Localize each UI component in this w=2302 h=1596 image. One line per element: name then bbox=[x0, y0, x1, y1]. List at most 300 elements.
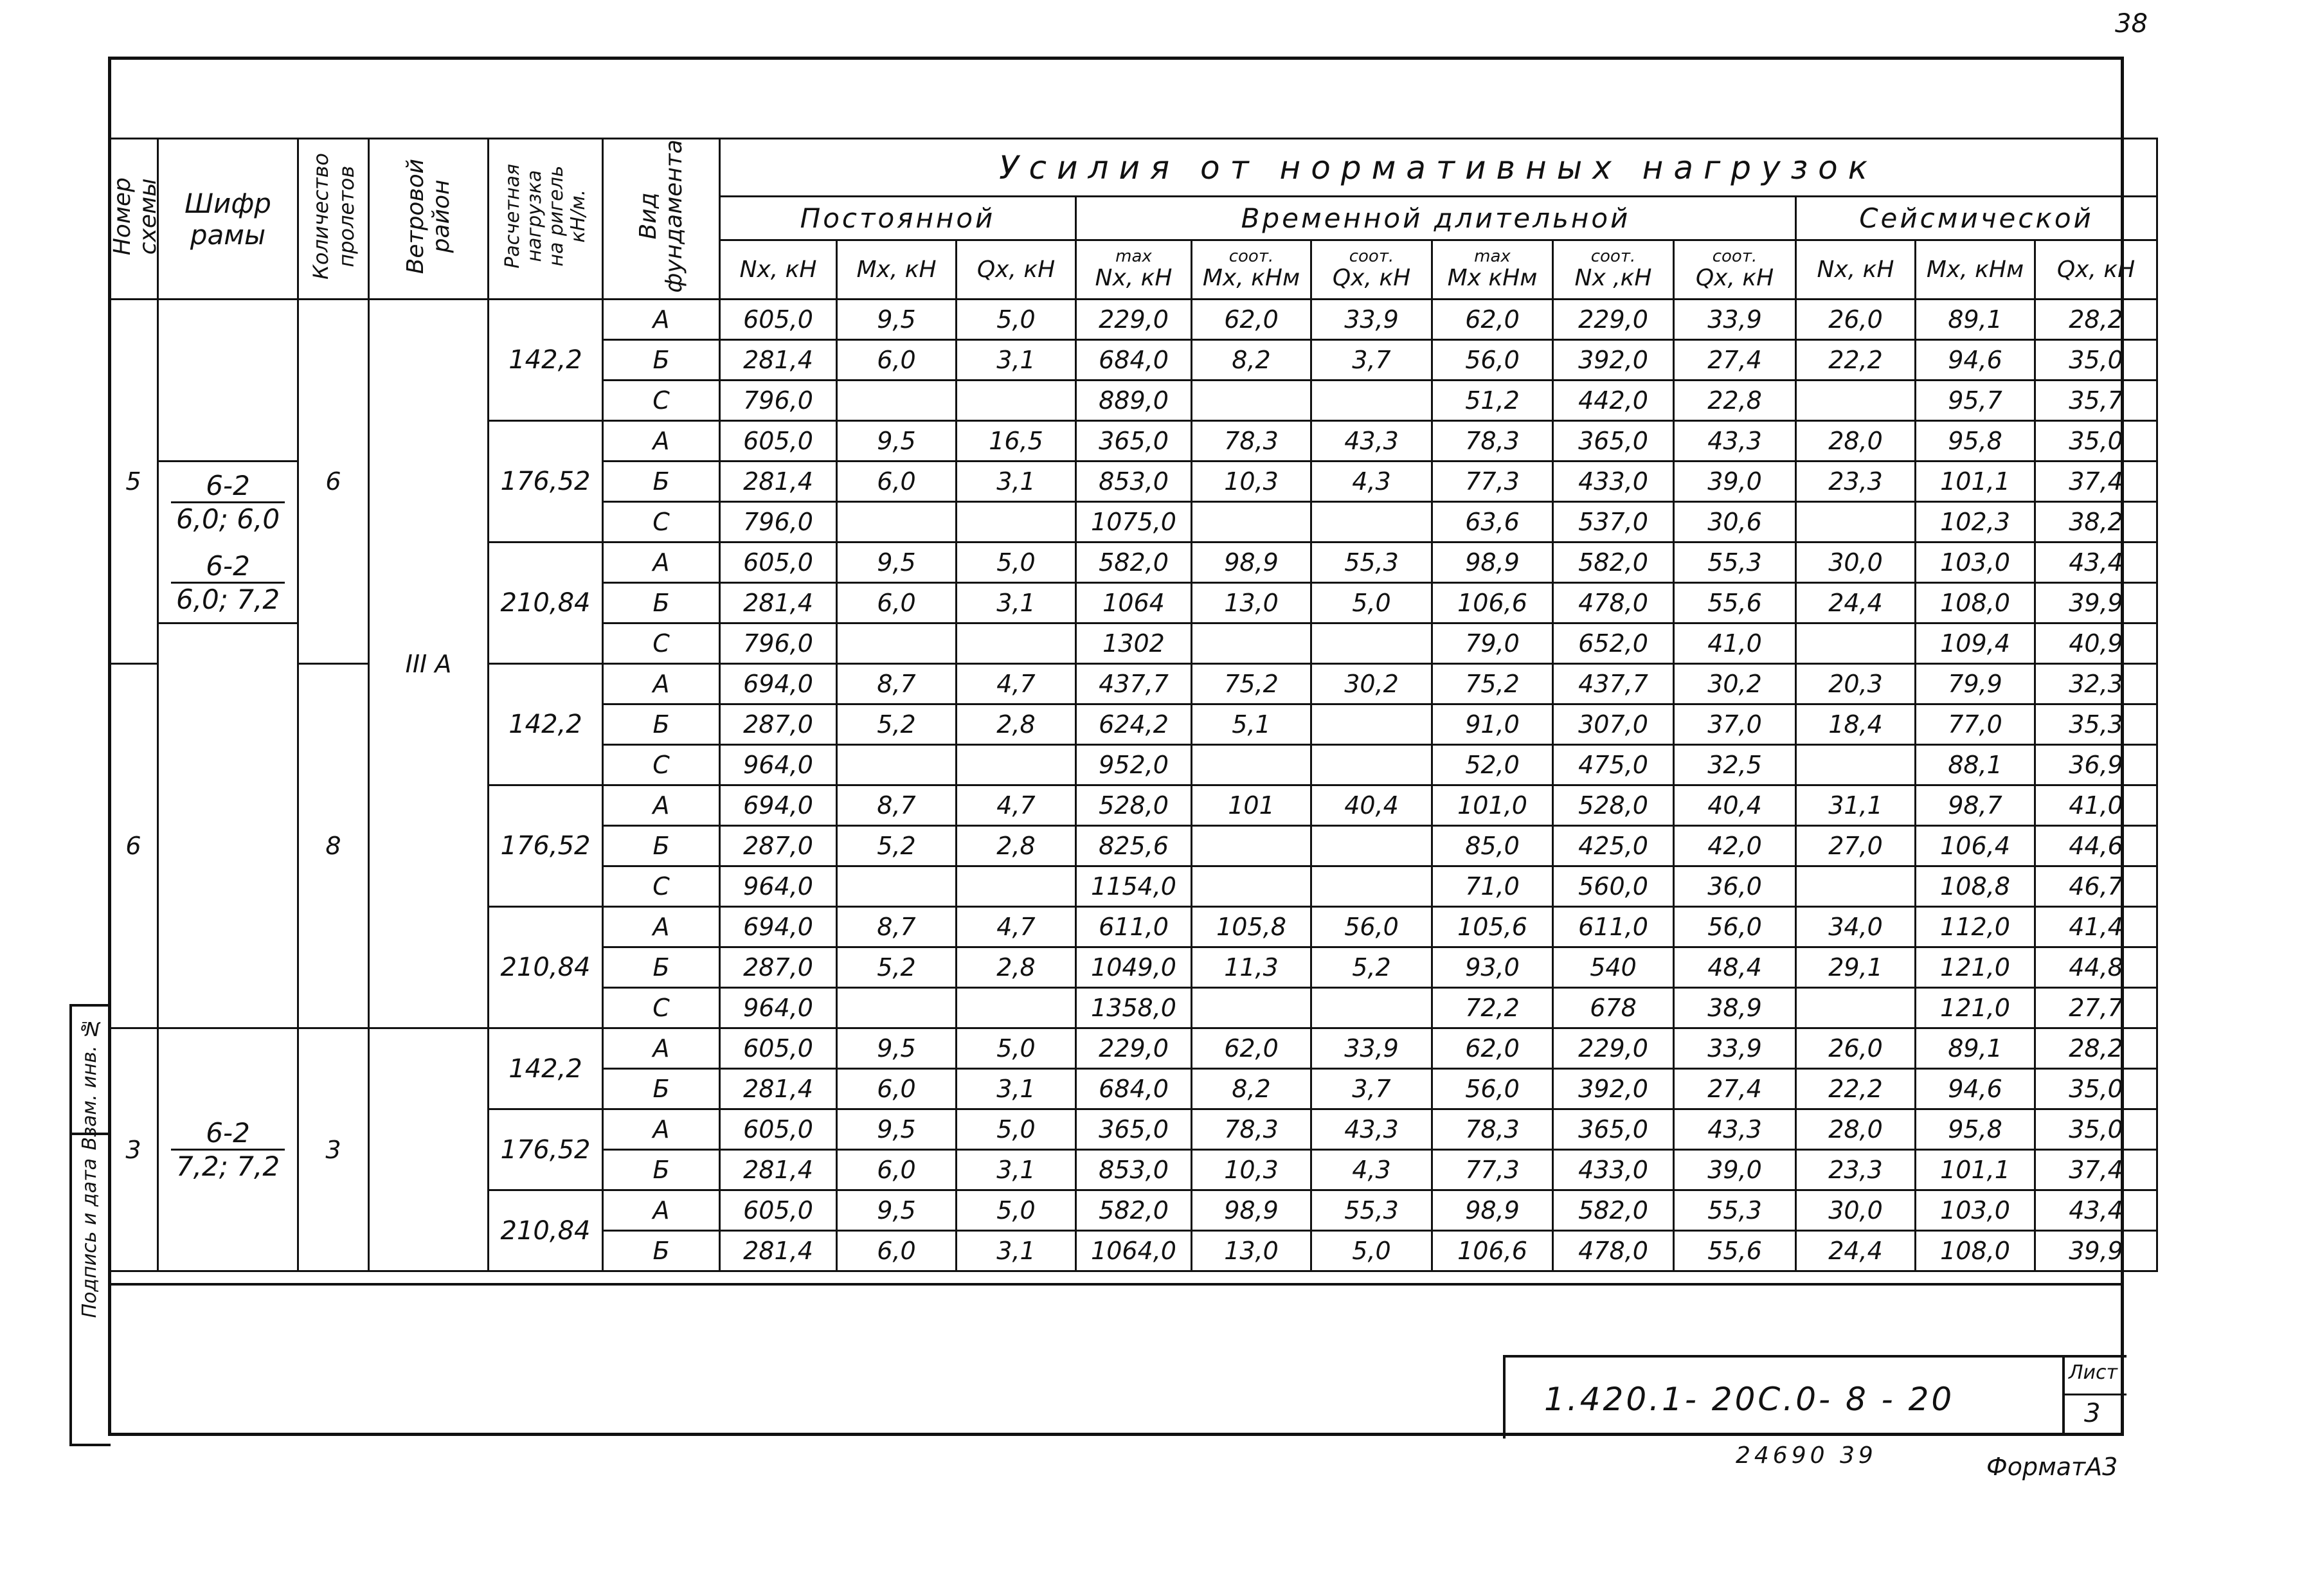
value-cell bbox=[957, 502, 1076, 542]
value-cell: 825,6 bbox=[1076, 826, 1192, 866]
value-cell: 94,6 bbox=[1916, 1069, 2035, 1109]
value-cell: 4,3 bbox=[1311, 1150, 1432, 1190]
value-cell: 28,0 bbox=[1796, 421, 1916, 462]
value-cell: 22,8 bbox=[1674, 381, 1796, 421]
value-cell: 55,3 bbox=[1674, 542, 1796, 583]
value-cell: 624,2 bbox=[1076, 704, 1192, 745]
table-row bbox=[109, 300, 2157, 340]
value-cell: 52,0 bbox=[1432, 745, 1553, 785]
value-cell: 5,0 bbox=[957, 1109, 1076, 1150]
value-cell: 62,0 bbox=[1432, 300, 1553, 340]
value-cell bbox=[1192, 866, 1311, 907]
value-cell: 952,0 bbox=[1076, 745, 1192, 785]
foundation-type: С bbox=[603, 745, 720, 785]
value-cell: 43,3 bbox=[1674, 421, 1796, 462]
value-cell: 3,1 bbox=[957, 1150, 1076, 1190]
value-cell: 1358,0 bbox=[1076, 988, 1192, 1028]
value-cell: 43,4 bbox=[2035, 1190, 2157, 1231]
span-count: 6 bbox=[298, 300, 369, 664]
value-cell: 51,2 bbox=[1432, 381, 1553, 421]
value-cell: 5,0 bbox=[957, 300, 1076, 340]
value-cell: 71,0 bbox=[1432, 866, 1553, 907]
sheet-box bbox=[2062, 1358, 2127, 1436]
value-cell: 27,0 bbox=[1796, 826, 1916, 866]
value-cell: 77,0 bbox=[1916, 704, 2035, 745]
value-cell bbox=[837, 866, 957, 907]
value-cell: 78,3 bbox=[1432, 421, 1553, 462]
value-cell: 8,7 bbox=[837, 785, 957, 826]
value-cell: 582,0 bbox=[1076, 542, 1192, 583]
page-number: 38 bbox=[2115, 9, 2148, 39]
value-cell: 478,0 bbox=[1553, 1231, 1674, 1271]
value-cell: 5,0 bbox=[957, 542, 1076, 583]
value-cell: 89,1 bbox=[1916, 300, 2035, 340]
value-cell: 108,0 bbox=[1916, 1231, 2035, 1271]
value-cell: 101 bbox=[1192, 785, 1311, 826]
value-cell: 44,6 bbox=[2035, 826, 2157, 866]
value-cell: 62,0 bbox=[1192, 300, 1311, 340]
value-cell: 22,2 bbox=[1796, 340, 1916, 381]
value-cell: 41,0 bbox=[1674, 623, 1796, 664]
value-cell: 108,8 bbox=[1916, 866, 2035, 907]
value-cell: 1064 bbox=[1076, 583, 1192, 623]
value-cell: 964,0 bbox=[720, 745, 837, 785]
value-cell: 6,0 bbox=[837, 340, 957, 381]
value-cell: 9,5 bbox=[837, 421, 957, 462]
value-cell: 605,0 bbox=[720, 1109, 837, 1150]
foundation-type: А bbox=[603, 1028, 720, 1069]
value-cell: 36,0 bbox=[1674, 866, 1796, 907]
value-cell: 48,4 bbox=[1674, 947, 1796, 988]
value-cell: 652,0 bbox=[1553, 623, 1674, 664]
value-cell: 5,0 bbox=[1311, 583, 1432, 623]
value-cell: 103,0 bbox=[1916, 1190, 2035, 1231]
foundation-type: Б bbox=[603, 462, 720, 502]
foundation-type: А bbox=[603, 664, 720, 704]
value-cell: 307,0 bbox=[1553, 704, 1674, 745]
value-cell: 1302 bbox=[1076, 623, 1192, 664]
value-cell: 4,3 bbox=[1311, 462, 1432, 502]
value-cell bbox=[957, 866, 1076, 907]
value-cell: 41,0 bbox=[2035, 785, 2157, 826]
value-cell: 23,3 bbox=[1796, 1150, 1916, 1190]
value-cell bbox=[957, 623, 1076, 664]
value-cell: 4,7 bbox=[957, 907, 1076, 947]
value-cell: 13,0 bbox=[1192, 583, 1311, 623]
value-cell bbox=[1796, 988, 1916, 1028]
value-cell: 3,1 bbox=[957, 340, 1076, 381]
value-cell: 98,9 bbox=[1192, 1190, 1311, 1231]
value-cell: 85,0 bbox=[1432, 826, 1553, 866]
value-cell: 39,9 bbox=[2035, 583, 2157, 623]
value-cell: 33,9 bbox=[1311, 300, 1432, 340]
value-cell: 1154,0 bbox=[1076, 866, 1192, 907]
value-cell: 13,0 bbox=[1192, 1231, 1311, 1271]
header-wind: Ветровой район bbox=[369, 139, 489, 300]
value-cell: 540 bbox=[1553, 947, 1674, 988]
value-cell: 95,7 bbox=[1916, 381, 2035, 421]
value-cell: 40,4 bbox=[1674, 785, 1796, 826]
value-cell: 62,0 bbox=[1432, 1028, 1553, 1069]
value-cell: 853,0 bbox=[1076, 462, 1192, 502]
scheme-number: 6 bbox=[109, 664, 158, 1028]
blank-cell bbox=[369, 1028, 489, 1271]
header-load: Расчетная нагрузка на ригель кН/м. bbox=[489, 139, 603, 300]
value-cell: 3,1 bbox=[957, 583, 1076, 623]
value-cell: 605,0 bbox=[720, 542, 837, 583]
value-cell: 20,3 bbox=[1796, 664, 1916, 704]
frame-code: $\frac{6-2}{6,0; 7,2}$ bbox=[158, 542, 298, 623]
value-cell: 6,0 bbox=[837, 1150, 957, 1190]
forces-table bbox=[108, 138, 2158, 1272]
value-cell: 5,0 bbox=[1311, 1231, 1432, 1271]
value-cell: 3,1 bbox=[957, 462, 1076, 502]
value-cell bbox=[1311, 866, 1432, 907]
value-cell: 103,0 bbox=[1916, 542, 2035, 583]
sheet-number: 3 bbox=[2084, 1399, 2101, 1428]
value-cell: 365,0 bbox=[1553, 1109, 1674, 1150]
value-cell bbox=[1311, 381, 1432, 421]
value-cell: 442,0 bbox=[1553, 381, 1674, 421]
value-cell: 93,0 bbox=[1432, 947, 1553, 988]
value-cell: 56,0 bbox=[1432, 340, 1553, 381]
value-cell: 16,5 bbox=[957, 421, 1076, 462]
value-cell: 10,3 bbox=[1192, 1150, 1311, 1190]
value-cell: 108,0 bbox=[1916, 583, 2035, 623]
beam-load: 210,84 bbox=[489, 1190, 603, 1271]
value-cell: 605,0 bbox=[720, 421, 837, 462]
value-cell: 22,2 bbox=[1796, 1069, 1916, 1109]
value-cell: 37,4 bbox=[2035, 462, 2157, 502]
foundation-type: Б bbox=[603, 1150, 720, 1190]
value-cell: 106,6 bbox=[1432, 583, 1553, 623]
value-cell: 6,0 bbox=[837, 462, 957, 502]
value-cell: 31,1 bbox=[1796, 785, 1916, 826]
foundation-type: А bbox=[603, 542, 720, 583]
group-constant: Постоянной bbox=[720, 197, 1076, 240]
value-cell: 98,7 bbox=[1916, 785, 2035, 826]
value-cell: 38,9 bbox=[1674, 988, 1796, 1028]
value-cell: 72,2 bbox=[1432, 988, 1553, 1028]
value-cell: 78,3 bbox=[1192, 1109, 1311, 1150]
header-foundation: Вид фундамента bbox=[603, 139, 720, 300]
value-cell: 684,0 bbox=[1076, 340, 1192, 381]
value-cell: 79,0 bbox=[1432, 623, 1553, 664]
value-cell: 1049,0 bbox=[1076, 947, 1192, 988]
value-cell: 55,6 bbox=[1674, 1231, 1796, 1271]
value-cell: 8,2 bbox=[1192, 340, 1311, 381]
value-cell: 281,4 bbox=[720, 583, 837, 623]
value-cell: 10,3 bbox=[1192, 462, 1311, 502]
value-cell: 101,0 bbox=[1432, 785, 1553, 826]
beam-load: 142,2 bbox=[489, 300, 603, 421]
value-cell: 24,4 bbox=[1796, 1231, 1916, 1271]
value-cell: 62,0 bbox=[1192, 1028, 1311, 1069]
value-cell: 39,0 bbox=[1674, 1150, 1796, 1190]
foundation-type: А bbox=[603, 785, 720, 826]
value-cell: 18,4 bbox=[1796, 704, 1916, 745]
value-cell bbox=[1192, 745, 1311, 785]
value-cell: 37,0 bbox=[1674, 704, 1796, 745]
value-cell: 24,4 bbox=[1796, 583, 1916, 623]
value-cell: 77,3 bbox=[1432, 462, 1553, 502]
value-cell bbox=[1192, 988, 1311, 1028]
beam-load: 176,52 bbox=[489, 785, 603, 907]
value-cell: 528,0 bbox=[1553, 785, 1674, 826]
value-cell: 32,3 bbox=[2035, 664, 2157, 704]
value-cell: 56,0 bbox=[1674, 907, 1796, 947]
value-cell: 55,3 bbox=[1674, 1190, 1796, 1231]
value-cell: 44,8 bbox=[2035, 947, 2157, 988]
value-cell: 106,4 bbox=[1916, 826, 2035, 866]
value-cell: 63,6 bbox=[1432, 502, 1553, 542]
foundation-type: С bbox=[603, 988, 720, 1028]
value-cell: 29,1 bbox=[1796, 947, 1916, 988]
value-cell bbox=[957, 988, 1076, 1028]
value-cell: 5,0 bbox=[957, 1190, 1076, 1231]
value-cell bbox=[1311, 502, 1432, 542]
value-cell: 392,0 bbox=[1553, 340, 1674, 381]
foundation-type: А bbox=[603, 1109, 720, 1150]
blank-cell bbox=[158, 623, 298, 1028]
value-cell: 101,1 bbox=[1916, 1150, 2035, 1190]
value-cell bbox=[1796, 866, 1916, 907]
value-cell bbox=[1311, 826, 1432, 866]
group-seismic: Сейсмической bbox=[1796, 197, 2157, 240]
value-cell: 112,0 bbox=[1916, 907, 2035, 947]
value-cell: 26,0 bbox=[1796, 1028, 1916, 1069]
value-cell: 5,1 bbox=[1192, 704, 1311, 745]
subheader-7: соот. Nx ,кН bbox=[1553, 240, 1674, 300]
value-cell: 964,0 bbox=[720, 988, 837, 1028]
value-cell: 3,7 bbox=[1311, 340, 1432, 381]
value-cell: 796,0 bbox=[720, 381, 837, 421]
value-cell: 98,9 bbox=[1432, 1190, 1553, 1231]
subheader-3: max Nx, кН bbox=[1076, 240, 1192, 300]
beam-load: 142,2 bbox=[489, 664, 603, 785]
value-cell: 229,0 bbox=[1553, 1028, 1674, 1069]
span-count: 3 bbox=[298, 1028, 369, 1271]
value-cell: 229,0 bbox=[1553, 300, 1674, 340]
foundation-type: Б bbox=[603, 826, 720, 866]
value-cell bbox=[1796, 745, 1916, 785]
value-cell bbox=[837, 623, 957, 664]
scheme-number: 3 bbox=[109, 1028, 158, 1271]
value-cell: 433,0 bbox=[1553, 462, 1674, 502]
value-cell: 26,0 bbox=[1796, 300, 1916, 340]
header-scheme: Номер схемы bbox=[109, 139, 158, 300]
value-cell: 94,6 bbox=[1916, 340, 2035, 381]
value-cell: 6,0 bbox=[837, 1069, 957, 1109]
value-cell: 433,0 bbox=[1553, 1150, 1674, 1190]
value-cell: 105,6 bbox=[1432, 907, 1553, 947]
document-code: 1.420.1- 20С.0- 8 - 20 bbox=[1544, 1381, 1955, 1418]
frame-code: $\frac{6-2}{7,2; 7,2}$ bbox=[158, 1028, 298, 1271]
value-cell bbox=[1192, 381, 1311, 421]
value-cell: 35,0 bbox=[2035, 340, 2157, 381]
value-cell: 281,4 bbox=[720, 340, 837, 381]
value-cell: 98,9 bbox=[1432, 542, 1553, 583]
value-cell: 55,6 bbox=[1674, 583, 1796, 623]
value-cell: 478,0 bbox=[1553, 583, 1674, 623]
group-temporary: Временной длительной bbox=[1076, 197, 1796, 240]
value-cell bbox=[1796, 381, 1916, 421]
value-cell: 88,1 bbox=[1916, 745, 2035, 785]
value-cell: 43,3 bbox=[1311, 1109, 1432, 1150]
beam-load: 142,2 bbox=[489, 1028, 603, 1109]
value-cell: 605,0 bbox=[720, 1028, 837, 1069]
foundation-type: А bbox=[603, 421, 720, 462]
subheader-10: Mx, кНм bbox=[1916, 240, 2035, 300]
value-cell: 30,0 bbox=[1796, 542, 1916, 583]
value-cell: 3,1 bbox=[957, 1231, 1076, 1271]
value-cell: 964,0 bbox=[720, 866, 837, 907]
foundation-type: Б bbox=[603, 704, 720, 745]
value-cell: 28,2 bbox=[2035, 1028, 2157, 1069]
foundation-type: Б bbox=[603, 583, 720, 623]
value-cell: 8,2 bbox=[1192, 1069, 1311, 1109]
value-cell: 4,7 bbox=[957, 664, 1076, 704]
value-cell: 605,0 bbox=[720, 1190, 837, 1231]
value-cell: 1064,0 bbox=[1076, 1231, 1192, 1271]
value-cell: 91,0 bbox=[1432, 704, 1553, 745]
subheader-11: Qx, кН bbox=[2035, 240, 2157, 300]
foundation-type: А bbox=[603, 1190, 720, 1231]
value-cell: 365,0 bbox=[1553, 421, 1674, 462]
value-cell bbox=[957, 381, 1076, 421]
scheme-number: 5 bbox=[109, 300, 158, 664]
value-cell: 38,2 bbox=[2035, 502, 2157, 542]
subheader-4: соот. Mx, кНм bbox=[1192, 240, 1311, 300]
value-cell: 46,7 bbox=[2035, 866, 2157, 907]
value-cell: 79,9 bbox=[1916, 664, 2035, 704]
value-cell: 560,0 bbox=[1553, 866, 1674, 907]
value-cell: 678 bbox=[1553, 988, 1674, 1028]
value-cell: 11,3 bbox=[1192, 947, 1311, 988]
value-cell: 9,5 bbox=[837, 542, 957, 583]
value-cell: 39,0 bbox=[1674, 462, 1796, 502]
subheader-0: Nx, кН bbox=[720, 240, 837, 300]
strip-label-replacement: Взам. инв. № bbox=[78, 1017, 101, 1151]
value-cell: 33,9 bbox=[1311, 1028, 1432, 1069]
value-cell: 6,0 bbox=[837, 1231, 957, 1271]
value-cell: 56,0 bbox=[1432, 1069, 1553, 1109]
value-cell: 694,0 bbox=[720, 907, 837, 947]
table-row bbox=[109, 1028, 2157, 1069]
value-cell: 109,4 bbox=[1916, 623, 2035, 664]
foundation-type: С bbox=[603, 866, 720, 907]
value-cell: 27,7 bbox=[2035, 988, 2157, 1028]
value-cell: 287,0 bbox=[720, 704, 837, 745]
title-block bbox=[1503, 1355, 2127, 1439]
span-count: 8 bbox=[298, 664, 369, 1028]
value-cell: 5,2 bbox=[837, 826, 957, 866]
value-cell: 89,1 bbox=[1916, 1028, 2035, 1069]
foundation-type: А bbox=[603, 907, 720, 947]
value-cell: 55,3 bbox=[1311, 1190, 1432, 1231]
value-cell: 78,3 bbox=[1432, 1109, 1553, 1150]
value-cell: 425,0 bbox=[1553, 826, 1674, 866]
value-cell: 33,9 bbox=[1674, 1028, 1796, 1069]
value-cell: 537,0 bbox=[1553, 502, 1674, 542]
beam-load: 210,84 bbox=[489, 542, 603, 664]
value-cell bbox=[1311, 988, 1432, 1028]
value-cell: 5,2 bbox=[837, 704, 957, 745]
beam-load: 210,84 bbox=[489, 907, 603, 1028]
foundation-type: Б bbox=[603, 340, 720, 381]
value-cell: 40,9 bbox=[2035, 623, 2157, 664]
foundation-type: Б bbox=[603, 1231, 720, 1271]
value-cell: 30,6 bbox=[1674, 502, 1796, 542]
value-cell: 121,0 bbox=[1916, 988, 2035, 1028]
value-cell: 684,0 bbox=[1076, 1069, 1192, 1109]
value-cell: 281,4 bbox=[720, 462, 837, 502]
foundation-type: С bbox=[603, 381, 720, 421]
foundation-type: С bbox=[603, 623, 720, 664]
value-cell: 611,0 bbox=[1076, 907, 1192, 947]
value-cell: 43,3 bbox=[1674, 1109, 1796, 1150]
value-cell: 30,0 bbox=[1796, 1190, 1916, 1231]
value-cell bbox=[1192, 623, 1311, 664]
value-cell: 105,8 bbox=[1192, 907, 1311, 947]
value-cell: 30,2 bbox=[1674, 664, 1796, 704]
value-cell: 40,4 bbox=[1311, 785, 1432, 826]
beam-load: 176,52 bbox=[489, 421, 603, 542]
value-cell: 229,0 bbox=[1076, 1028, 1192, 1069]
frame-code: $\frac{6-2}{6,0; 6,0}$ bbox=[158, 462, 298, 542]
value-cell: 37,4 bbox=[2035, 1150, 2157, 1190]
value-cell: 1075,0 bbox=[1076, 502, 1192, 542]
value-cell: 27,4 bbox=[1674, 1069, 1796, 1109]
value-cell: 365,0 bbox=[1076, 1109, 1192, 1150]
foundation-type: А bbox=[603, 300, 720, 340]
value-cell: 33,9 bbox=[1674, 300, 1796, 340]
value-cell: 56,0 bbox=[1311, 907, 1432, 947]
value-cell: 35,7 bbox=[2035, 381, 2157, 421]
value-cell: 475,0 bbox=[1553, 745, 1674, 785]
wind-region: III А bbox=[369, 300, 489, 1028]
value-cell: 23,3 bbox=[1796, 462, 1916, 502]
value-cell: 42,0 bbox=[1674, 826, 1796, 866]
value-cell: 77,3 bbox=[1432, 1150, 1553, 1190]
value-cell: 287,0 bbox=[720, 826, 837, 866]
value-cell: 889,0 bbox=[1076, 381, 1192, 421]
value-cell: 9,5 bbox=[837, 1028, 957, 1069]
strip-label-signature: Подпись и дата bbox=[78, 1158, 101, 1318]
value-cell: 78,3 bbox=[1192, 421, 1311, 462]
value-cell: 2,8 bbox=[957, 704, 1076, 745]
value-cell: 106,6 bbox=[1432, 1231, 1553, 1271]
value-cell: 75,2 bbox=[1432, 664, 1553, 704]
value-cell: 43,3 bbox=[1311, 421, 1432, 462]
paper-format: ФорматА3 bbox=[1986, 1453, 2118, 1481]
subheader-2: Qx, кН bbox=[957, 240, 1076, 300]
value-cell: 9,5 bbox=[837, 1190, 957, 1231]
subheader-1: Mx, кН bbox=[837, 240, 957, 300]
value-cell: 437,7 bbox=[1553, 664, 1674, 704]
foundation-type: Б bbox=[603, 1069, 720, 1109]
value-cell: 694,0 bbox=[720, 664, 837, 704]
value-cell: 4,7 bbox=[957, 785, 1076, 826]
value-cell: 694,0 bbox=[720, 785, 837, 826]
value-cell: 281,4 bbox=[720, 1069, 837, 1109]
value-cell: 55,3 bbox=[1311, 542, 1432, 583]
value-cell: 75,2 bbox=[1192, 664, 1311, 704]
value-cell: 34,0 bbox=[1796, 907, 1916, 947]
value-cell: 5,2 bbox=[1311, 947, 1432, 988]
left-stamp-strip bbox=[69, 1004, 112, 1446]
foundation-type: Б bbox=[603, 947, 720, 988]
